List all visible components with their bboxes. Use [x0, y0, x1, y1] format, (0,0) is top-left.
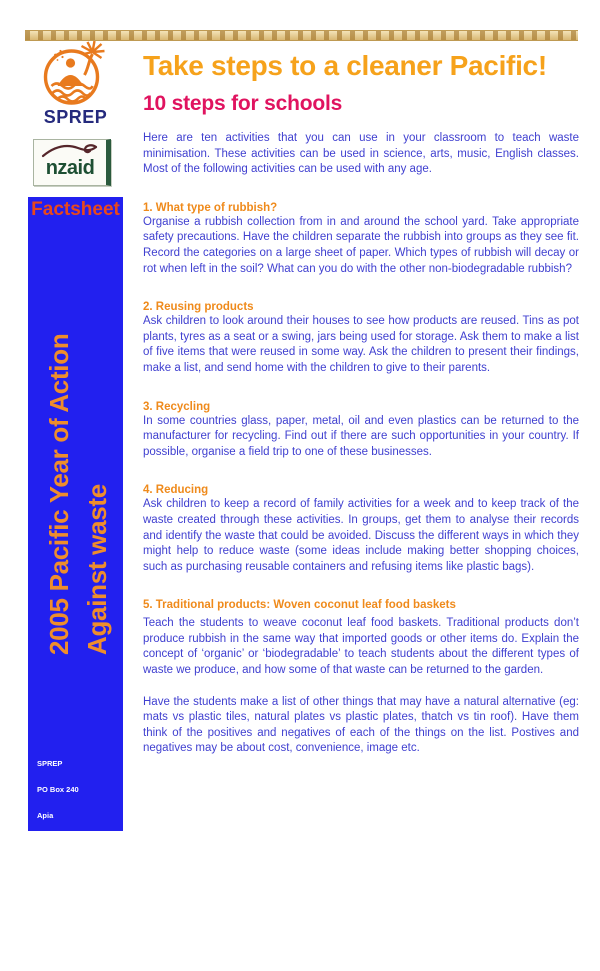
campaign-banner-line2: Against waste: [82, 484, 112, 655]
page-subtitle: 10 steps for schools: [143, 92, 343, 115]
campaign-banner-line1: 2005 Pacific Year of Action: [44, 333, 74, 655]
sprep-logo-wordmark: SPREP: [43, 107, 108, 127]
section-body: Ask children to keep a record of family activities for a week and to keep track of the waste created through these activities. In groups, get them to analyse their records and identify the waste that could be avoided. Discuss the different ways in which they might help to reduce waste (some ideas include making better shopping choices, such as purchasing reusable containers and refusing items like plastic bags).: [143, 498, 579, 573]
nzaid-logo-wordmark: nzaid: [45, 157, 95, 179]
contact-country: Samoa: [37, 837, 62, 847]
page-title: Take steps to a cleaner Pacific!: [143, 50, 547, 81]
section-body: Organise a rubbish collection from in and around the school yard. Take appropriate safety precautions. Have the children separate the rubbish into groups as they see fit. Record the categories on a large sheet of paper. Which types of rubbish will decay or rot when left in the soil? What can you do with the other non-biodegradable rubbish?: [143, 215, 579, 275]
section-heading: 5. Traditional products: Woven coconut leaf food baskets: [143, 599, 456, 612]
contact-phone: T +685 21929: [37, 864, 86, 874]
section-what-type-of-rubbish: [143, 202, 579, 277]
section-heading: 4. Reducing: [143, 484, 209, 497]
section-body: Ask children to look around their houses to see how products are reused. Tins as pot plants, tyres as a seat or a swing, jars being used for storage. Ask them to make a list of five items that were reused in some way. Ask the children to present their findings, make a list, and send home with the children to give to their parents.: [143, 315, 579, 374]
section-reducing: [143, 484, 579, 575]
section-body: Teach the students to weave coconut leaf food baskets. Traditional products don’t produce rubbish in the same way that imported goods or other items do. Explain the concept of ‘organic’ or ‘biodegradable’ to teach students about the different types of waste we produce, and how some of that waste can be returned to the garden.: [143, 617, 579, 677]
section-heading: 2. Reusing products: [143, 301, 254, 314]
contact-city: Apia: [37, 811, 54, 821]
campaign-banner: [40, 334, 116, 655]
side-panel: [28, 197, 123, 953]
intro-paragraph: Here are ten activities that you can use in your classroom to teach waste minimisation. These activities can be used in science, arts, music, English classes. Most of the following activities can be used with any age.: [143, 132, 579, 176]
contact-block: [37, 742, 109, 971]
section-reusing-products: [143, 301, 579, 376]
nzaid-logo: [33, 139, 111, 186]
main-content: [143, 50, 579, 757]
contact-website: W www.sprep.org: [37, 943, 101, 953]
section-recycling: [143, 401, 579, 461]
section-body: In some countries glass, paper, metal, oil and even plastics can be returned to the manufacturer for recycling. Find out if there are such opportunities in your country. If possible, organise a field trip to one of these businesses.: [143, 414, 579, 458]
contact-org: SPREP: [37, 758, 63, 768]
closing-paragraph: Have the students make a list of other things that may have a natural alternative (eg: mats vs plastic tiles, natural plates vs plastic plates, thatch vs tin roof). Have them think of the positives and negatives of each of the things on the list. Postives and negatives may be about cost, convenience, image etc.: [143, 695, 579, 755]
section-heading: 1. What type of rubbish?: [143, 201, 278, 214]
section-traditional-products: [143, 599, 579, 678]
contact-email: E sprep@sprep.org: [37, 916, 109, 926]
sprep-logo-icon: [33, 41, 117, 109]
koru-wave-icon: [41, 143, 99, 158]
woven-mat-border: [25, 30, 578, 41]
contact-fax: F +685 20231: [37, 890, 86, 900]
contact-pobox: PO Box 240: [37, 784, 79, 794]
factsheet-label: Factsheet: [31, 199, 120, 220]
section-heading: 3. Recycling: [143, 400, 211, 413]
